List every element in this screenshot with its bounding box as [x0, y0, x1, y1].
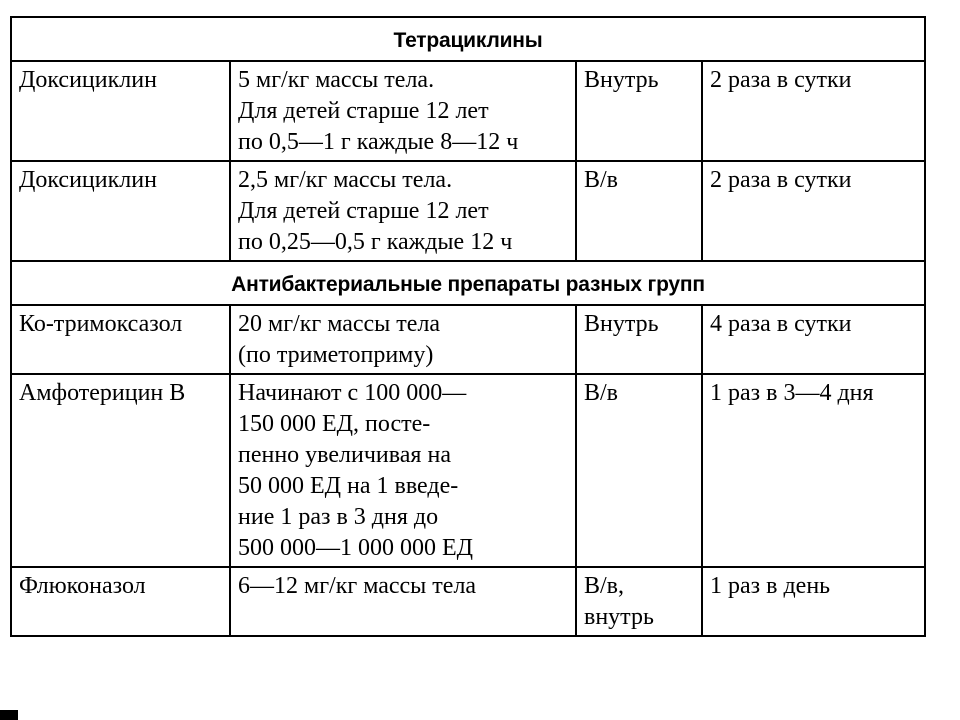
dose-cell: 5 мг/кг массы тела. Для детей старше 12 лет по 0,5—1 г каждые 8—12 ч: [230, 61, 576, 161]
frequency-cell: 1 раз в день: [702, 567, 925, 636]
table-row: [11, 567, 925, 636]
dosing-table: [10, 16, 926, 637]
table-row: [11, 61, 925, 161]
table-row: [11, 161, 925, 261]
frequency-cell: 1 раз в 3—4 дня: [702, 374, 925, 567]
section-title: Тетрациклины: [11, 17, 925, 61]
drug-cell: Доксициклин: [11, 161, 230, 261]
section-header-row: [11, 17, 925, 61]
section-title: Антибактериальные препараты разных групп: [11, 261, 925, 305]
drug-cell: Ко-тримоксазол: [11, 305, 230, 374]
table-row: [11, 305, 925, 374]
route-cell: В/в, внутрь: [576, 567, 702, 636]
dose-cell: Начинают с 100 000— 150 000 ЕД, посте- пенно увеличивая на 50 000 ЕД на 1 введе- ние 1 раз в 3 дня до 500 000—1 000 000 ЕД: [230, 374, 576, 567]
dose-cell: 6—12 мг/кг массы тела: [230, 567, 576, 636]
dose-cell: 2,5 мг/кг массы тела. Для детей старше 12 лет по 0,25—0,5 г каждые 12 ч: [230, 161, 576, 261]
dose-cell: 20 мг/кг массы тела (по триметоприму): [230, 305, 576, 374]
table-row: [11, 374, 925, 567]
route-cell: Внутрь: [576, 305, 702, 374]
drug-cell: Амфотерицин В: [11, 374, 230, 567]
section-header-row: [11, 261, 925, 305]
page-edge-mark: [0, 710, 18, 720]
route-cell: В/в: [576, 374, 702, 567]
drug-cell: Доксициклин: [11, 61, 230, 161]
frequency-cell: 2 раза в сутки: [702, 161, 925, 261]
route-cell: Внутрь: [576, 61, 702, 161]
frequency-cell: 4 раза в сутки: [702, 305, 925, 374]
frequency-cell: 2 раза в сутки: [702, 61, 925, 161]
drug-cell: Флюконазол: [11, 567, 230, 636]
route-cell: В/в: [576, 161, 702, 261]
